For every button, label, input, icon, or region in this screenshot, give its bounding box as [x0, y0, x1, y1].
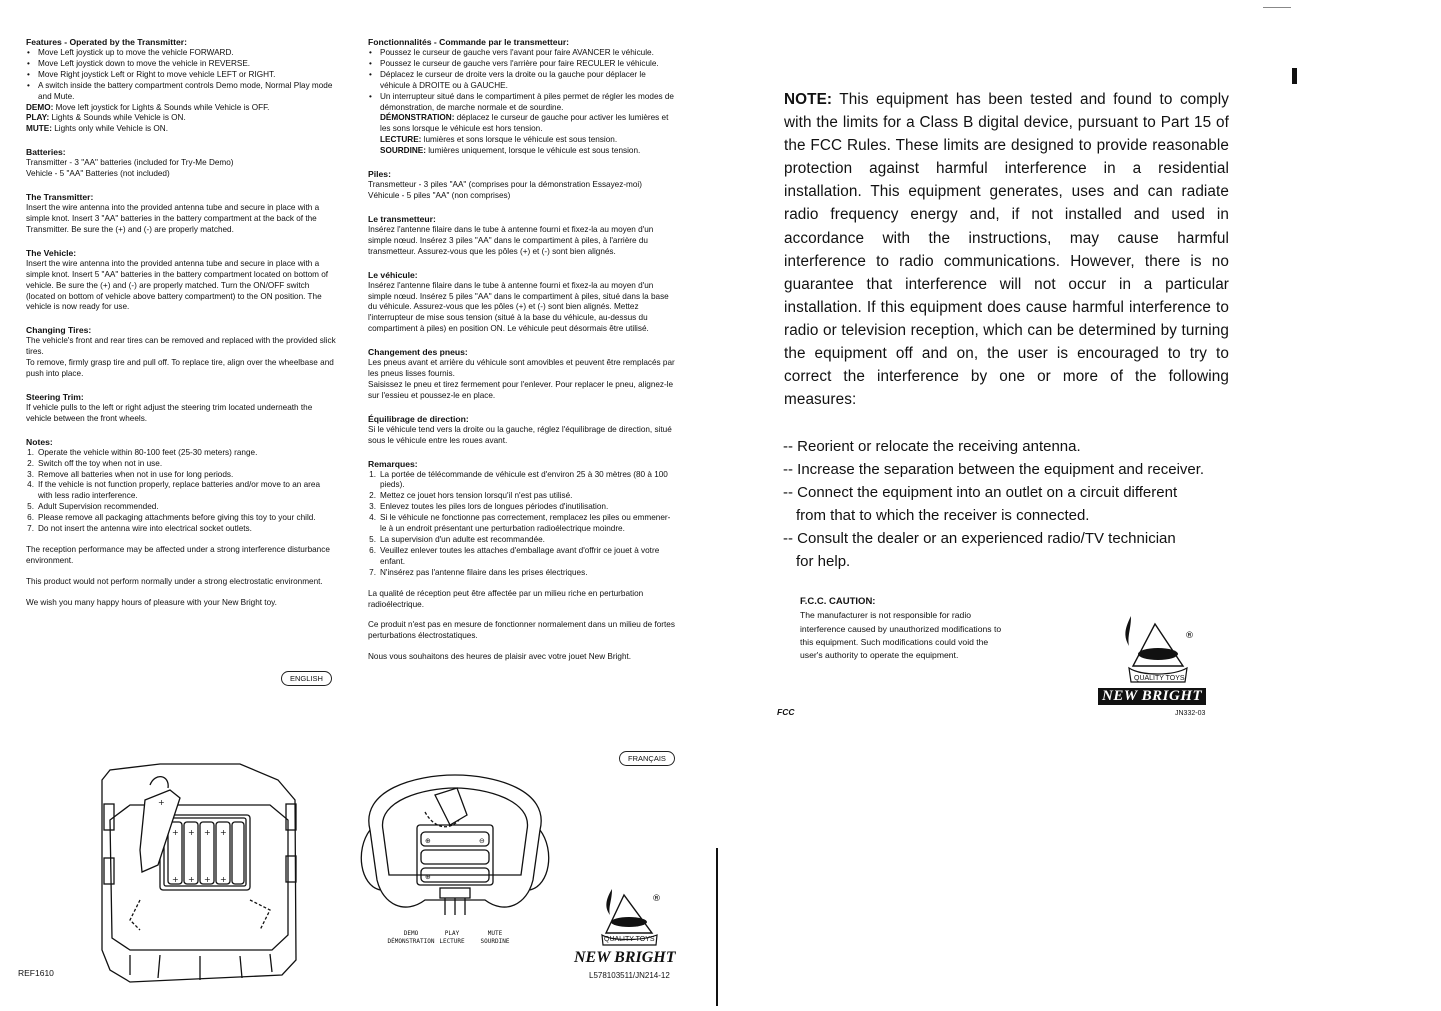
registered-mark: ® — [1185, 631, 1194, 641]
trim-heading: Steering Trim: — [26, 391, 84, 402]
tires-text: To remove, firmly grasp tire and pull off. To replace tire, align over the wheelbase and push into place. — [26, 358, 334, 379]
svg-text:⊕: ⊕ — [425, 837, 431, 845]
play-label: PLAY: — [26, 113, 50, 123]
tires-text: Les pneus avant et arrière du véhicule sont amovibles et peuvent être remplacés par les pneus lisses fournis. — [368, 358, 675, 379]
mute-text: Lights only while Vehicle is ON. — [54, 124, 168, 134]
quality-toys-text: QUALITY TOYS — [1134, 675, 1185, 682]
list-item: • Move Left joystick down to move the vehicle in REVERSE. — [26, 59, 336, 70]
features-section — [26, 37, 336, 135]
brand-name: NEW BRIGHT — [1098, 688, 1206, 705]
english-badge: ENGLISH — [281, 671, 332, 686]
electrostatic-paragraph: Ce produit n'est pas en mesure de fonctionner normalement dans un milieu de fortes perturbations électrostatiques. — [368, 620, 675, 641]
list-item: -- Connect the equipment into an outlet on a circuit different from that to which the receiver is connected. — [783, 484, 1178, 524]
list-item: • Déplacez le curseur de droite vers la droite ou la gauche pour déplacer le véhicule à DROITE ou à GAUCHE. — [368, 70, 676, 92]
demo-text: déplacez le curseur de gauche pour activer les lumières et les sons lorsque le véhicule est hors tension. — [380, 113, 669, 134]
mute-label: SOURDINE: — [380, 146, 426, 156]
tires-text: Saisissez le pneu et tirez fermement pour l'enlever. Pour replacer le pneu, alignez-le sur l'essieu et poussez-le en place. — [368, 379, 674, 400]
notes-heading: Notes: — [26, 436, 53, 447]
list-item: -- Reorient or relocate the receiving antenna. — [783, 438, 1081, 455]
transmitter-battery-diagram — [355, 770, 555, 920]
quality-toys-emblem — [1113, 612, 1193, 682]
english-column — [26, 37, 336, 619]
product-code: L578103511/JN214-12 — [589, 971, 670, 980]
list-item: 7. N'insérez pas l'antenne filaire dans les prises électriques. — [369, 567, 588, 577]
trim-heading: Équilibrage de direction: — [368, 413, 469, 424]
list-item: 3. Remove all batteries when not in use for long periods. — [27, 469, 234, 479]
scan-mark — [1292, 68, 1297, 84]
notes-section — [368, 459, 676, 579]
list-item: 1. La portée de télécommande de véhicule est d'environ 25 à 30 mètres (80 à 100 pieds). — [369, 469, 668, 490]
transmitter-text: Insérez l'antenne filaire dans le tube à antenne fourni et fixez-la au moyen d'un simple nœud. Insérez 3 piles "AA" dans le compartiment à piles, à l'arrière du transmetteur. Assurez-vous que les pôles (+) et (-) sont bien alignés. — [368, 224, 654, 256]
trim-section — [368, 414, 676, 447]
demo-label: DEMO: — [26, 102, 54, 112]
transmitter-section — [26, 192, 336, 236]
batteries-line: Transmitter - 3 "AA" batteries (included for Try-Me Demo) — [26, 158, 234, 168]
new-bright-logo-left — [572, 885, 692, 985]
list-item: -- Increase the separation between the equipment and receiver. — [783, 461, 1205, 478]
mute-label: MUTE: — [26, 124, 52, 134]
transmitter-section — [368, 214, 676, 258]
features-section — [368, 37, 676, 157]
brand-name: NEW BRIGHT — [574, 949, 676, 966]
play-text: lumières et sons lorsque le véhicule est sous tension. — [423, 135, 618, 145]
closing-paragraph: Nous vous souhaitons des heures de plaisir avec votre jouet New Bright. — [368, 652, 632, 662]
list-item: 6. Veuillez enlever toutes les attaches d'emballage avant d'offrir ce jouet à votre enfant. — [369, 545, 660, 566]
list-item: • Move Right joystick Left or Right to move vehicle LEFT or RIGHT. — [26, 70, 336, 81]
piles-line: Véhicule - 5 piles "AA" (non comprises) — [368, 190, 511, 200]
reference-code: REF1610 — [18, 968, 54, 978]
svg-text:+: + — [220, 875, 227, 884]
vehicle-section — [26, 248, 336, 314]
list-item: 2. Mettez ce jouet hors tension lorsqu'il n'est pas utilisé. — [369, 491, 573, 501]
list-item: 5. La supervision d'un adulte est recommandée. — [369, 535, 545, 544]
notes-section — [26, 437, 336, 535]
list-item: • A switch inside the battery compartment controls Demo mode, Normal Play mode and Mute. — [26, 81, 336, 103]
list-item: 5. Adult Supervision recommended. — [27, 502, 159, 512]
list-item: 2. Switch off the toy when not in use. — [27, 458, 163, 468]
list-item: • Move Left joystick up to move the vehicle FORWARD. — [26, 48, 336, 59]
list-item: • Un interrupteur situé dans le compartiment à piles permet de régler les modes de démonstration, de marche normale et de sourdine. — [368, 92, 676, 114]
mode-line — [26, 113, 336, 124]
svg-text:+: + — [204, 828, 211, 837]
svg-text:+: + — [158, 798, 165, 807]
fcc-footer: FCC — [777, 707, 795, 717]
play-label: LECTURE: — [380, 135, 422, 145]
tires-text: The vehicle's front and rear tires can be removed and replaced with the provided slick tires. — [26, 336, 336, 357]
trim-text: Si le véhicule tend vers la droite ou la gauche, réglez l'équilibrage de direction, situé sous le véhicule entre les roues avant. — [368, 424, 672, 445]
note-label: NOTE: — [784, 91, 833, 108]
tires-heading: Changement des pneus: — [368, 347, 468, 358]
transmitter-heading: The Transmitter: — [26, 192, 94, 203]
transmitter-text: Insert the wire antenna into the provided antenna tube and secure in place with a simple knot. Insert 3 "AA" batteries in the battery compartment at the back of the Transmitter. Be sure the (+) and (-) are properly matched. — [26, 203, 320, 234]
tires-section — [368, 347, 676, 402]
fcc-measures-list — [783, 435, 1223, 573]
play-text: Lights & Sounds while Vehicle is ON. — [51, 113, 186, 123]
svg-text:+: + — [172, 828, 179, 837]
fcc-note — [784, 88, 1229, 411]
note-text: This equipment has been tested and found to comply with the limits for a Class B digital device, pursuant to Part 15 of the FCC Rules. These limits are designed to provide reasonable protection against harmful interference in a residential installation. This equipment generates, uses and can radiate radio frequency energy and, if not installed and used in accordance with the instructions, may cause harmful interference to radio communications. However, there is no guarantee that interference will not occur in a particular installation. If this equipment does cause harmful interference to radio or television reception, which can be determined by turning the equipment off and on, the user is encouraged to try to correct the interference by one or more of the following measures: — [784, 91, 1229, 409]
demo-text: Move left joystick for Lights & Sounds while Vehicle is OFF. — [55, 102, 270, 112]
svg-text:⊖: ⊖ — [479, 837, 485, 845]
list-item: 4. If the vehicle is not function properly, replace batteries and/or move to an area with less radio interference. — [27, 480, 321, 501]
vehicle-battery-diagram — [100, 760, 300, 985]
notes-heading: Remarques: — [368, 458, 418, 469]
transmitter-heading: Le transmetteur: — [368, 213, 436, 224]
reception-paragraph: La qualité de réception peut être affectée par un milieu riche en perturbation radioélectrique. — [368, 588, 644, 609]
notes-list — [368, 470, 676, 579]
mode-line — [368, 135, 676, 146]
list-item: 7. Do not insert the antenna wire into electrical socket outlets. — [27, 524, 252, 534]
features-heading: Features - Operated by the Transmitter: — [26, 37, 187, 47]
piles-line: Transmetteur - 3 piles "AA" (comprises pour la démonstration Essayez-moi) — [368, 180, 642, 190]
svg-text:+: + — [172, 875, 179, 884]
svg-text:+: + — [220, 828, 227, 837]
reception-paragraph: The reception performance may be affected under a strong interference disturbance environment. — [26, 545, 330, 565]
trim-text: If vehicle pulls to the left or right adjust the steering trim located underneath the vehicle between the front wheels. — [26, 402, 313, 423]
product-code: JN332-03 — [1175, 710, 1206, 717]
list-item: • Poussez le curseur de gauche vers l'arrière pour faire RECULER le véhicule. — [368, 59, 676, 70]
tires-section — [26, 325, 336, 380]
caution-text: The manufacturer is not responsible for radio interference caused by unauthorized modifications to this equipment. Such modifications could void the user's authority to operate the equipment. — [800, 610, 1002, 661]
batteries-line: Vehicle - 5 "AA" Batteries (not included) — [26, 169, 170, 179]
features-heading: Fonctionnalités - Commande par le transmetteur: — [368, 37, 570, 47]
mode-line — [26, 124, 336, 135]
svg-text:+: + — [188, 828, 195, 837]
french-column — [368, 37, 676, 673]
vehicle-text: Insert the wire antenna into the provided antenna tube and secure in place with a simple knot. Insert 5 "AA" batteries in the battery compartment located on bottom of vehicle. Be sure the (+) and (-) are properly matched. Turn the ON/OFF switch (located on bottom of vehicle above battery compartment) to the ON position. The vehicle is now ready for use. — [26, 258, 329, 312]
list-item: -- Consult the dealer or an experienced radio/TV technician for help. — [783, 530, 1176, 570]
list-item: • Poussez le curseur de gauche vers l'avant pour faire AVANCER le véhicule. — [368, 48, 676, 59]
electrostatic-paragraph: This product would not perform normally under a strong electrostatic environment. — [26, 576, 323, 586]
vehicle-heading: Le véhicule: — [368, 269, 418, 280]
list-item: 3. Enlevez toutes les piles lors de longues périodes d'inutilisation. — [369, 502, 609, 512]
list-item: 4. Si le véhicule ne fonctionne pas correctement, remplacez les piles ou emmener-le à un endroit présentant une perturbation radioélectrique moindre. — [369, 513, 671, 534]
mode-line — [26, 103, 336, 114]
batteries-heading: Batteries: — [26, 147, 66, 158]
page-divider — [716, 848, 718, 1006]
vehicle-text: Insérez l'antenne filaire dans le tube à antenne fourni et fixez-la au moyen d'un simple nœud. Insérez 5 piles "AA" dans le compartiment à piles, situé dans la base du véhicule. Assurez-vous que les pôles (+) et (-) sont bien alignés. Mettez l'interrupteur de mise sous tension (situé à la base du véhicule, au-dessus du compartiment à piles) en position ON. Le véhicule peut désormais être utilisé. — [368, 280, 669, 334]
piles-section — [368, 169, 676, 202]
batteries-section — [26, 147, 336, 180]
caution-heading: F.C.C. CAUTION: — [800, 596, 876, 607]
demo-label: DÉMONSTRATION: — [380, 113, 455, 123]
list-item: 1. Operate the vehicle within 80-100 feet (25-30 meters) range. — [27, 447, 258, 457]
svg-text:⊕: ⊕ — [425, 873, 431, 881]
switch-label-mute: MUTE SOURDINE — [480, 930, 510, 945]
new-bright-logo-right — [1098, 612, 1218, 722]
scan-mark — [1263, 7, 1291, 8]
registered-mark: ® — [652, 894, 661, 904]
svg-text:+: + — [204, 875, 211, 884]
mute-text: lumières uniquement, lorsque le véhicule est sous tension. — [428, 146, 641, 156]
trim-section — [26, 392, 336, 425]
features-list — [26, 48, 336, 103]
french-badge: FRANÇAIS — [619, 751, 675, 766]
notes-list — [26, 448, 336, 535]
vehicle-heading: The Vehicle: — [26, 247, 77, 258]
list-item: 6. Please remove all packaging attachments before giving this toy to your child. — [27, 513, 316, 523]
features-list — [368, 48, 676, 113]
quality-toys-text: QUALITY TOYS — [604, 936, 655, 943]
switch-label-play: PLAY LECTURE — [439, 930, 465, 945]
closing-paragraph: We wish you many happy hours of pleasure with your New Bright toy. — [26, 597, 277, 607]
vehicle-section — [368, 270, 676, 336]
piles-heading: Piles: — [368, 169, 391, 180]
mode-line — [368, 113, 676, 135]
mode-line — [368, 146, 676, 157]
tires-heading: Changing Tires: — [26, 325, 92, 336]
svg-text:+: + — [188, 875, 195, 884]
switch-label-demo: DEMO DÉMONSTRATION — [387, 930, 435, 945]
fcc-caution — [800, 595, 1010, 662]
